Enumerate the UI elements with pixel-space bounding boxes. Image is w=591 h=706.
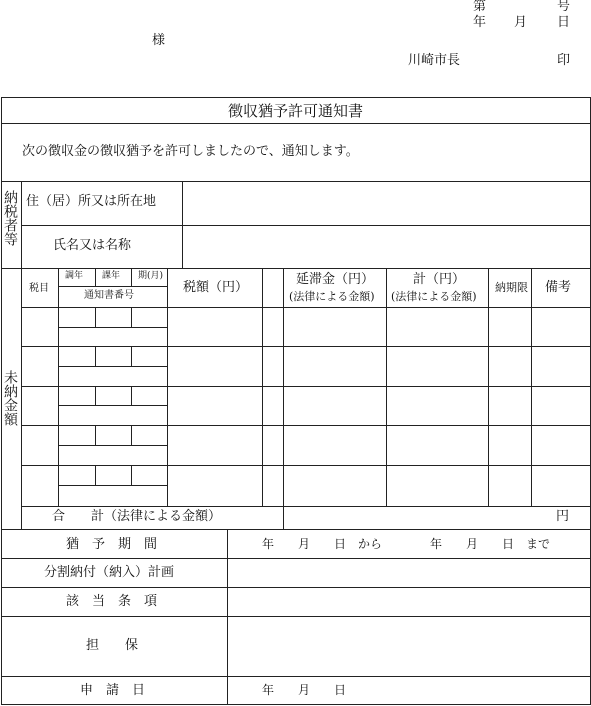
rule [95, 268, 96, 286]
application-date-label: 申 請 日 [80, 683, 146, 698]
header-tax-amount: 税額（円） [183, 280, 249, 295]
deferral-period-label: 猶 予 期 間 [66, 537, 158, 552]
seal-mark: 印 [557, 53, 571, 68]
rule [21, 346, 591, 347]
total-label: 合 計（法律による金額） [52, 509, 222, 524]
header-late-fee: 延滞金（円） [296, 272, 375, 287]
rule [1, 181, 591, 182]
date-month: 月 [514, 15, 528, 30]
date-day: 日 [557, 15, 571, 30]
addressee-sama: 様 [152, 33, 166, 48]
rule [58, 327, 167, 328]
rule [227, 529, 228, 705]
rule [131, 346, 132, 366]
header-period: 期(月) [138, 271, 164, 281]
rule [21, 386, 591, 387]
form-title: 徴収猶予許可通知書 [227, 102, 363, 120]
header-late-fee-note: (法律による金額) [289, 290, 375, 303]
address-label: 住（居）所又は所在地 [26, 194, 157, 209]
header-subtotal: 計（円） [413, 272, 466, 287]
rule [21, 225, 591, 226]
taxpayer-section-label: 納税者等 [2, 190, 18, 246]
number-dai: 第 [473, 0, 487, 14]
rule [1, 123, 591, 124]
rule [488, 268, 489, 506]
number-go: 号 [557, 0, 571, 14]
collateral-label: 担 保 [86, 638, 139, 653]
rule [1, 268, 591, 269]
rule [262, 268, 263, 506]
rule [131, 386, 132, 405]
name-label: 氏名又は名称 [53, 238, 132, 253]
rule [95, 465, 96, 485]
rule [131, 268, 132, 286]
rule [167, 268, 168, 506]
rule [131, 425, 132, 445]
installment-label: 分割納付（納入）計画 [44, 565, 175, 580]
header-levy-year: 課年 [102, 271, 121, 281]
rule [58, 405, 167, 406]
issuer-name: 川崎市長 [408, 53, 461, 68]
rule [58, 366, 167, 367]
rule [21, 307, 591, 308]
rule [21, 506, 591, 507]
rule [1, 587, 591, 588]
header-subtotal-note: (法律による金額) [391, 290, 477, 303]
rule [95, 307, 96, 327]
header-remarks: 備考 [545, 280, 572, 295]
header-due-date: 納期限 [495, 281, 528, 294]
clause-label: 該 当 条 項 [66, 594, 158, 609]
rule [58, 286, 167, 287]
rule [58, 268, 59, 506]
deferral-period-value: 年 月 日 から 年 月 日 まで [262, 537, 551, 551]
date-year: 年 [473, 15, 487, 30]
rule [131, 307, 132, 327]
rule [95, 386, 96, 405]
rule [1, 616, 591, 617]
form-frame [1, 97, 591, 705]
unpaid-section-label: 未納金額 [2, 370, 18, 426]
rule [386, 268, 387, 506]
rule [21, 465, 591, 466]
rule [58, 485, 167, 486]
header-tax-item: 税目 [29, 283, 49, 294]
rule [21, 425, 591, 426]
header-tax-year: 調年 [65, 271, 84, 281]
form-message: 次の徴収金の徴収猶予を許可しましたので、通知します。 [22, 144, 359, 159]
rule [1, 529, 591, 530]
total-unit: 円 [556, 509, 570, 524]
application-date-value: 年 月 日 [262, 683, 347, 697]
rule [1, 558, 591, 559]
rule [131, 465, 132, 485]
rule [58, 445, 167, 446]
rule [1, 676, 591, 677]
header-notice-number: 通知書番号 [84, 290, 134, 301]
rule [95, 346, 96, 366]
rule [95, 425, 96, 445]
rule [531, 268, 532, 506]
